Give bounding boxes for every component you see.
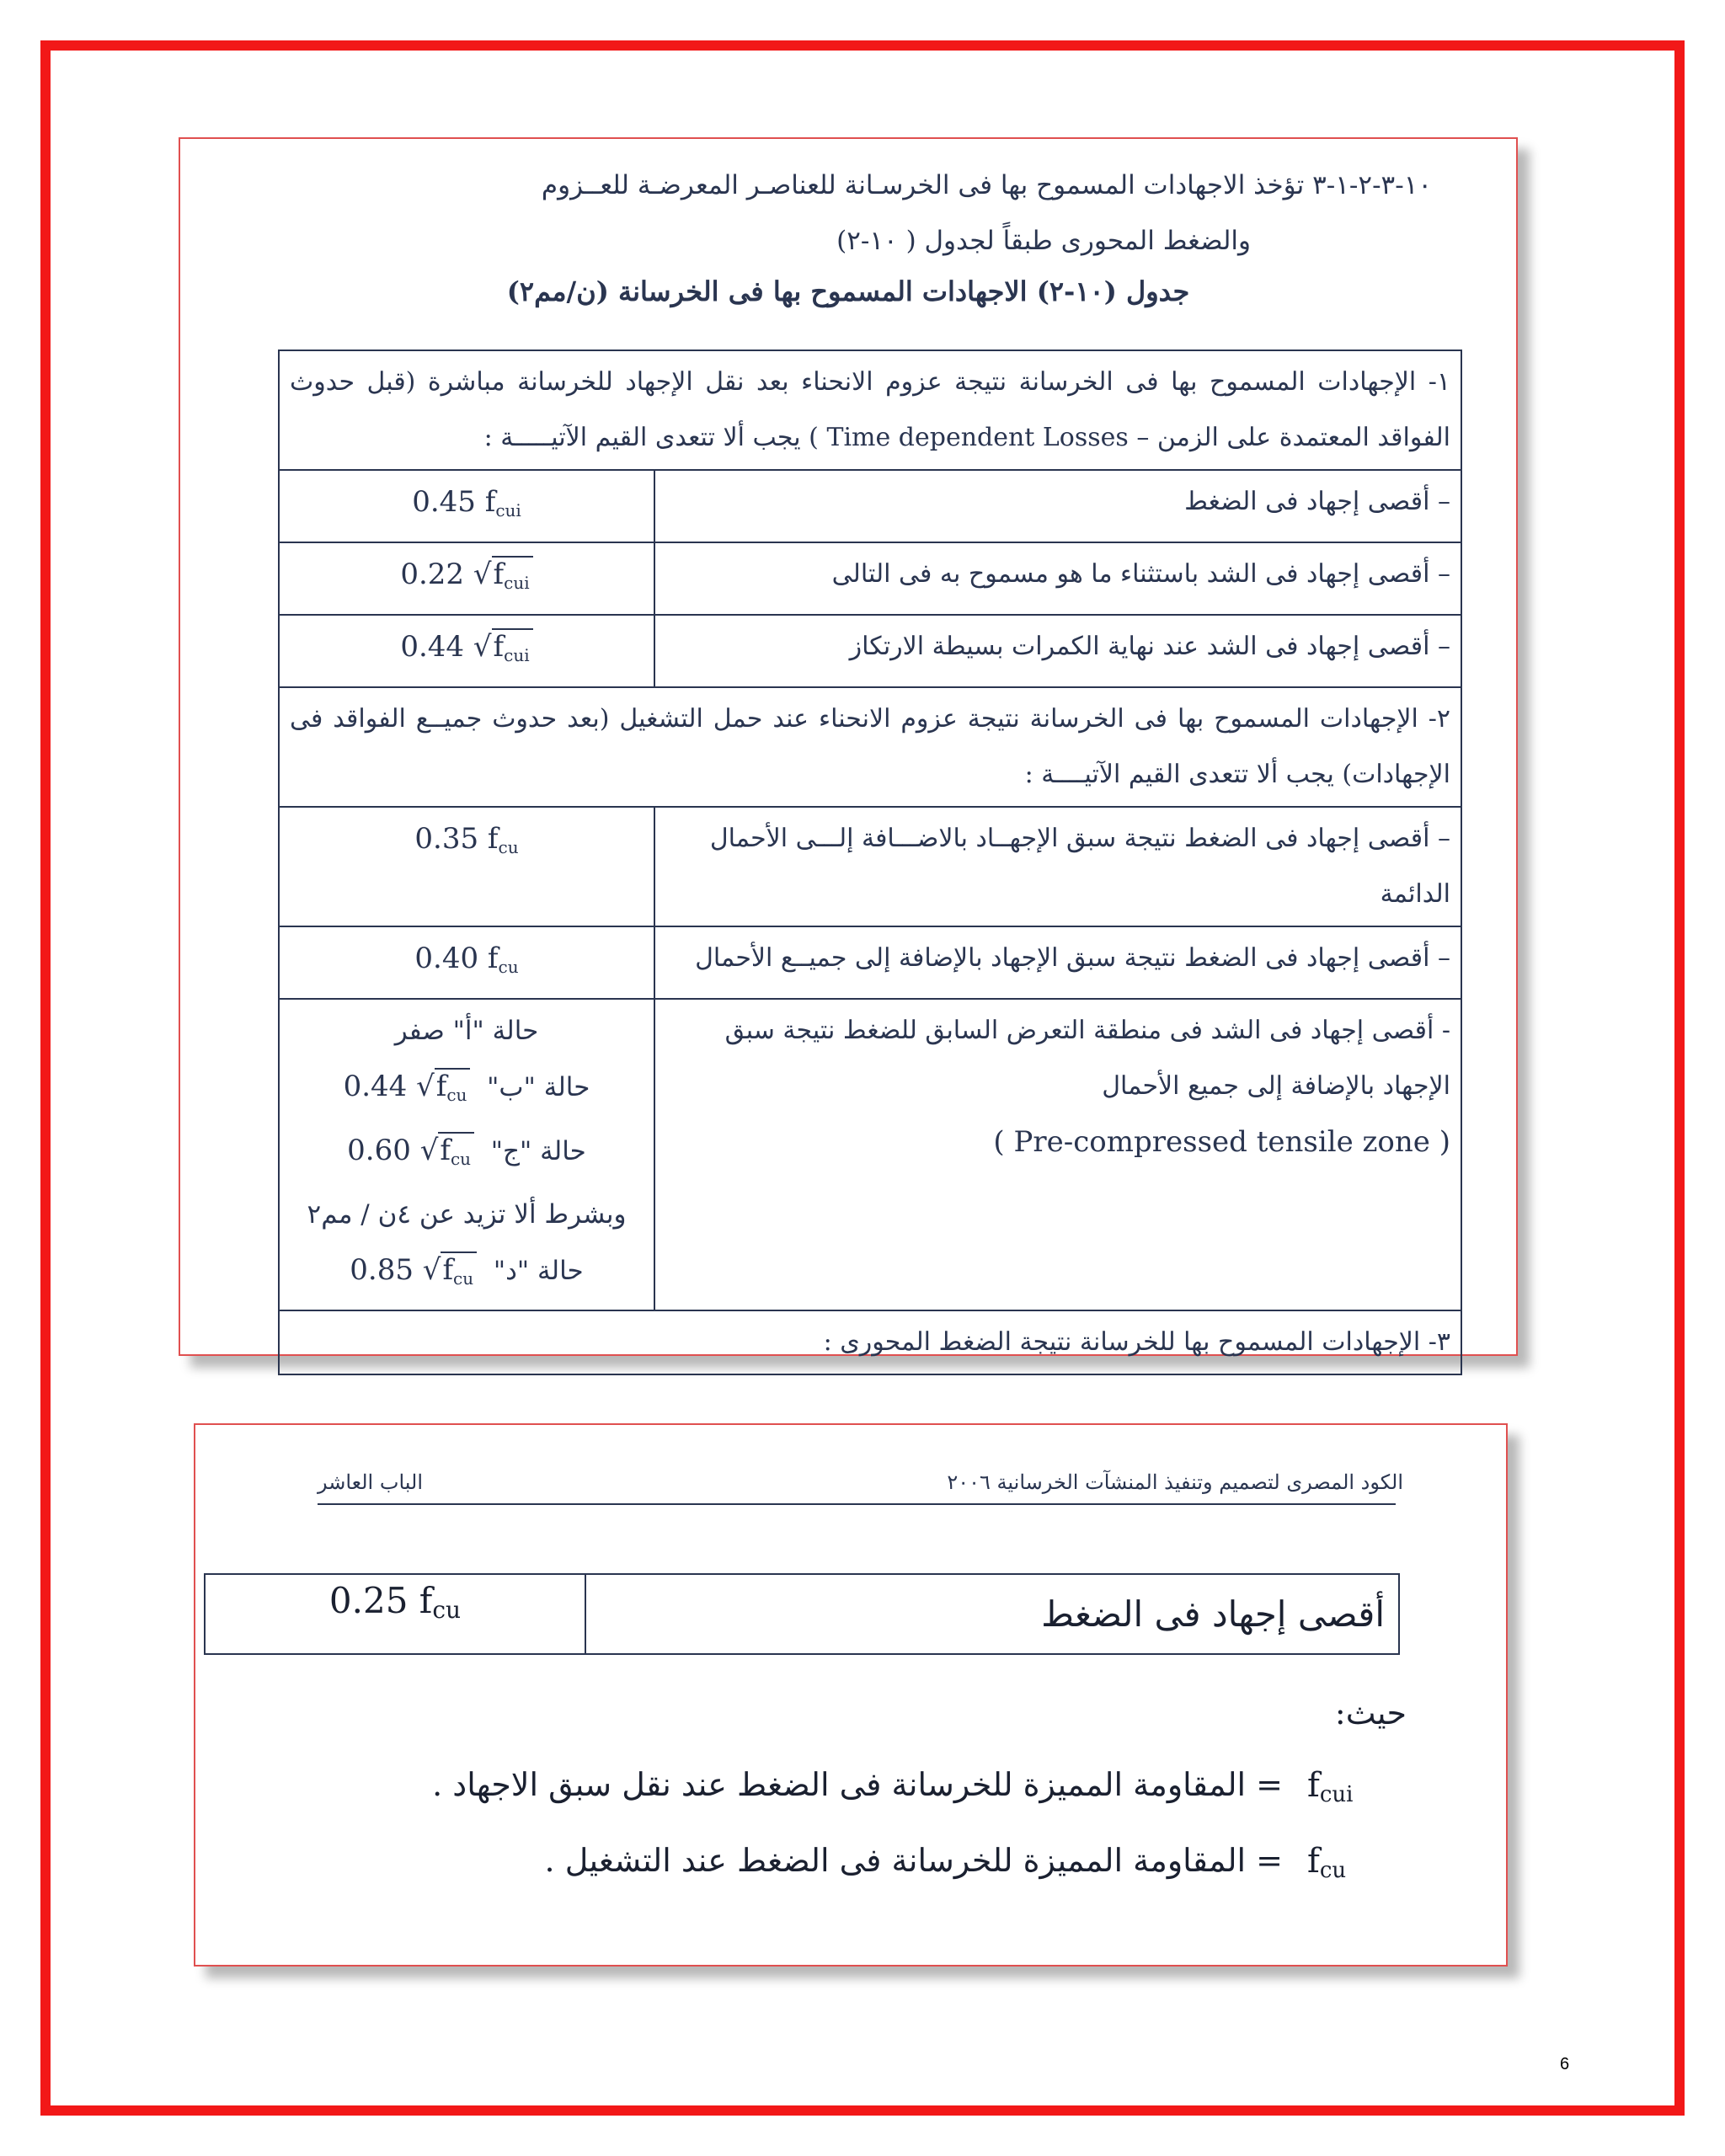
where-label: حيث: (1334, 1694, 1407, 1732)
table-row (279, 470, 1461, 542)
def-2-text: = المقاومة المميزة للخرسانة فى الضغط عند التشغيل . (544, 1842, 1283, 1879)
header-book-title: الكود المصرى لتصميم وتنفيذ المنشآت الخرسانية ٢٠٠٦ (947, 1470, 1403, 1494)
row-label-line: - أقصى إجهاد فى الشد فى منطقة التعرض السابق للضغط نتيجة سبق (724, 1016, 1450, 1045)
page-number: 6 (1560, 2055, 1570, 2073)
sqrt-symbol: $√f_{cui}$ (473, 619, 533, 683)
case-condition: وبشرط ألا تزيد عن ٤ن / مم٢ (307, 1199, 627, 1230)
case-b: حالة "ب" 0.44 $√f_{cu}$ (343, 1070, 590, 1105)
row-value: 0.22 $√f_{cui}$ (279, 542, 654, 615)
section-3-text: ٣- الإجهادات المسموح بها للخرسانة نتيجة الضغط المحورى : (279, 1310, 1461, 1374)
row-label: – أقصى إجهاد فى الضغط (654, 470, 1461, 542)
def-1-symbol: $f_{cui}$ (1307, 1766, 1354, 1807)
table-row (205, 1574, 1399, 1654)
header-divider (318, 1503, 1396, 1505)
case-c: حالة "ج" 0.60 $√f_{cu}$ (347, 1134, 586, 1169)
table-caption: جدول (١٠-٢) الاجهادات المسموح بها فى الخرسانة (ن/مم٢) (506, 275, 1190, 307)
row-value: 0.35 $f_{cu}$ (279, 807, 654, 926)
case-a: حالة "أ" صفر (394, 1016, 539, 1046)
row-value: 0.25 $f_{cu}$ (205, 1574, 585, 1654)
sqrt-symbol: $√f_{cui}$ (473, 547, 533, 611)
table-row (279, 999, 1461, 1310)
row-label: أقصى إجهاد فى الضغط (585, 1574, 1399, 1654)
allowable-stress-table (278, 350, 1462, 1375)
table-row (279, 1310, 1461, 1374)
section-2-text: ٢- الإجهادات المسموح بها فى الخرسانة نتيجة عزوم الانحناء عند حمل التشغيل (بعد حدوث جميــع الفواقد فى الإجهادات) يجب ألا تتعدى القيم الآتيــــة : (279, 687, 1461, 807)
row-label (654, 999, 1461, 1310)
row-label-line: الإجهاد بالإضافة إلى جميع الأحمال (1102, 1071, 1450, 1101)
row-label: – أقصى إجهاد فى الضغط نتيجة سبق الإجهاد بالإضافة إلى جميــع الأحمال (654, 926, 1461, 999)
row-label: – أقصى إجهاد فى الشد باستثناء ما هو مسموح به فى التالى (654, 542, 1461, 615)
top-scan-panel (179, 137, 1518, 1356)
row-value: 0.45 $f_{cui}$ (279, 470, 654, 542)
row-label: – أقصى إجهاد فى الضغط نتيجة سبق الإجهــاد بالاضـــافة إلـــى الأحمال الدائمة (654, 807, 1461, 926)
row-label-line: ( Pre-compressed tensile zone ) (993, 1125, 1450, 1159)
case-d: حالة "د" 0.85 $√f_{cu}$ (350, 1253, 584, 1289)
bottom-scan-panel (194, 1423, 1508, 1967)
table-row (279, 350, 1461, 470)
table-row (279, 807, 1461, 926)
row-value: 0.44 $√f_{cui}$ (279, 615, 654, 687)
row-label: – أقصى إجهاد فى الشد عند نهاية الكمرات بسيطة الارتكاز (654, 615, 1461, 687)
table-row (279, 687, 1461, 807)
header-chapter: الباب العاشر (318, 1470, 423, 1494)
intro-line-1: ١٠-٣-٢-١-٣ تؤخذ الاجهادات المسموح بها فى الخرسـانة للعناصـر المعرضـة للعــزوم (541, 170, 1432, 200)
row-value (279, 999, 654, 1310)
table-row (279, 542, 1461, 615)
def-2-symbol: $f_{cu}$ (1307, 1842, 1347, 1883)
table-row (279, 926, 1461, 999)
row-value: 0.40 $f_{cu}$ (279, 926, 654, 999)
def-1-text: = المقاومة المميزة للخرسانة فى الضغط عند نقل سبق الاجهاد . (432, 1766, 1283, 1803)
section-1-text: ١- الإجهادات المسموح بها فى الخرسانة نتيجة عزوم الانحناء بعد نقل الإجهاد للخرسانة مباشرة (قبل حدوث الفواقد المعتمدة على الزمن – Time dependent Losses ) يجب ألا تتعدى القيم الآتيـــــة : (279, 350, 1461, 470)
intro-line-2: والضغط المحورى طبقاً لجدول ( ١٠-٢) (836, 226, 1251, 256)
axial-stress-table (204, 1573, 1400, 1655)
table-row (279, 615, 1461, 687)
